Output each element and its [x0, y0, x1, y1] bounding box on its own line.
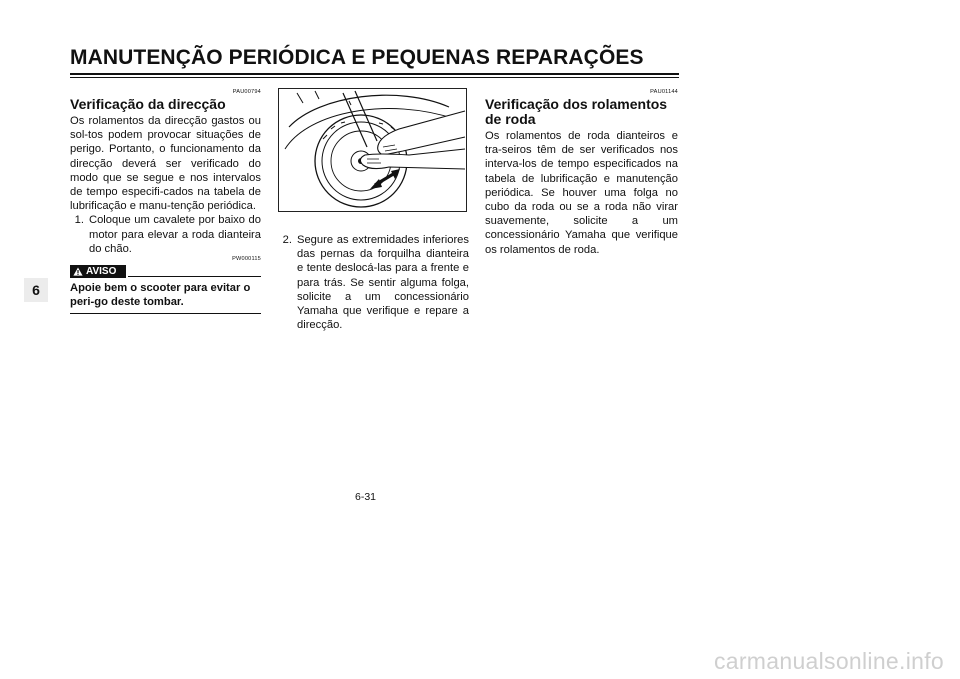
warning-label: AVISO	[86, 266, 117, 278]
warning-rule	[128, 276, 261, 277]
warning-end-rule	[70, 313, 261, 314]
wheel-and-hands-drawing	[279, 89, 466, 211]
section-title-steering: Verificação da direcção	[70, 96, 226, 112]
right-column	[485, 88, 678, 257]
header-rule-thin	[70, 77, 679, 78]
section-title-wheel-bearings: Verificação dos rolamentos de roda	[485, 96, 668, 127]
watermark: carmanualsonline.info	[713, 648, 944, 674]
page-header-title: MANUTENÇÃO PERIÓDICA E PEQUENAS REPARAÇÕES	[70, 46, 644, 69]
middle-column	[278, 88, 469, 332]
warning-badge	[70, 265, 126, 278]
steering-body-text: Os rolamentos da direcção gastos ou sol-tos podem provocar situações de perigo. Portanto, o funcionamento da direcção deverá ser verificado do modo que se segue e nos intervalos de tempo especifi-cados na tabela de lubrificação e manu-tenção periódica.	[70, 115, 261, 213]
step-1-text: Coloque um cavalete por baixo do motor para elevar a roda dianteira do chão.	[89, 214, 261, 255]
section-code: PAU01144	[650, 89, 678, 95]
page-number: 6-31	[355, 491, 377, 503]
warning-header	[70, 265, 261, 278]
chapter-tab: 6	[24, 278, 48, 302]
step-1-number: 1.	[74, 214, 84, 227]
step-1	[70, 213, 261, 256]
warning-triangle-icon	[73, 267, 83, 276]
header-rule	[70, 73, 679, 75]
step-2-text: Segure as extremidades inferiores das pernas da forquilha dianteira e tente deslocá-las para a frente e para trás. Se sentir alguma folga, solicite a um concessionário Yamaha que verifique e repare a direcção.	[297, 234, 469, 332]
left-column	[70, 88, 261, 314]
step-2	[278, 233, 469, 332]
step-2-number: 2.	[282, 234, 292, 246]
wheel-bearings-body-text: Os rolamentos de roda dianteiros e tra-seiros têm de ser verificados nos interva-los de tempo especificados na tabela de lubrificação e manutenção periódica. Se houver uma folga no cubo da roda ou se a roda não virar suavemente, solicite a um concessionário Yamaha que verifique os rolamentos de roda.	[485, 130, 678, 256]
fork-check-illustration	[278, 88, 467, 212]
section-code: PAU00794	[232, 89, 261, 95]
warning-code: PW000115	[232, 256, 261, 263]
warning-text: Apoie bem o scooter para evitar o peri-go deste tombar.	[70, 282, 251, 309]
